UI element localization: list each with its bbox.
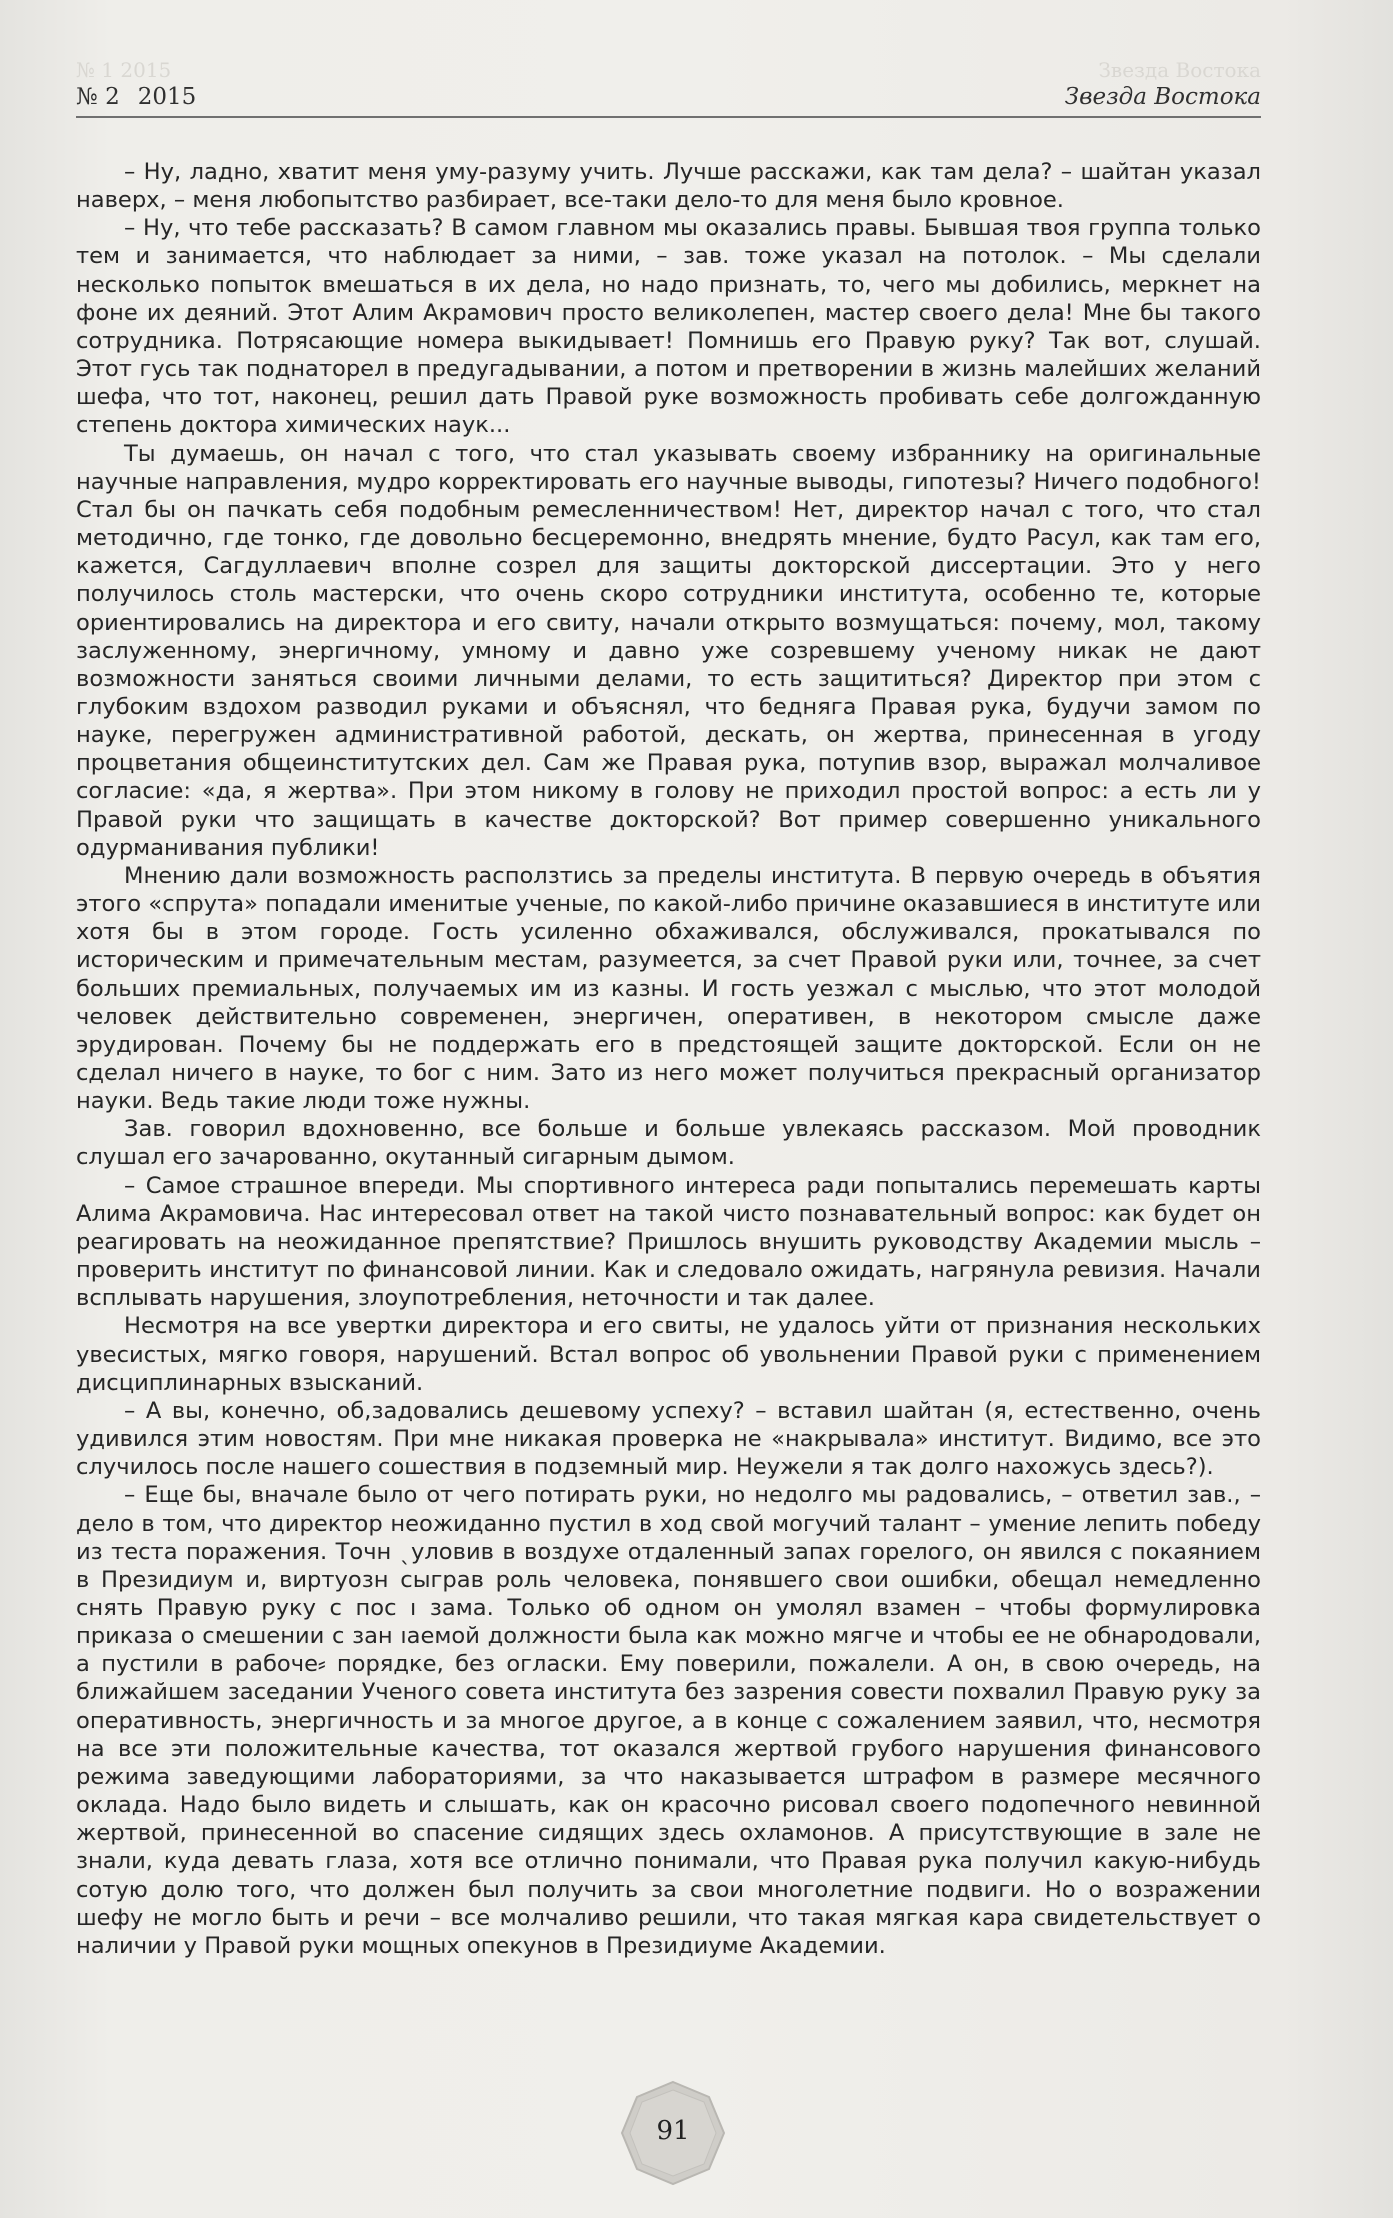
running-header [76, 82, 1261, 118]
bleed-through-left: № 1 2015 [76, 58, 172, 82]
issue-year: 2015 [137, 84, 197, 110]
paragraph: – Самое страшное впереди. Мы спортивного интереса ради попытались перемешать карты Алима Акрамовича. Нас интересовал ответ на такой чисто познавательный вопрос: как будет он реагировать на неожиданное препятствие? Пришлось внушить руководству Академии мысль – проверить институт по финансовой линии. Как и следовало ожидать, нагрянула ревизия. Начали всплывать нарушения, злоупотребления, неточности и так далее. [76, 1172, 1261, 1312]
bleed-through-right: Звезда Востока [1098, 58, 1261, 82]
issue-number: № 2 [76, 84, 120, 110]
paragraph: – Еще бы, вначале было от чего потирать руки, но недолго мы радовались, – ответил зав., – дело в том, что директор неожиданно пустил в ход свой могучий талант – умение лепить победу из теста поражения. Точн ˎуловив в воздухе отдаленный запах горелого, он явился с покаянием в Президиум и, виртуозн сыграв роль человека, понявшего свои ошибки, обещал немедленно снять Правую руку с пос ı зама. Только об одном он умолял взамен – чтобы формулировка приказа о смешении с зан ıаемой должности была как можно мягче и чтобы ее не обнародовали, а пустили в рабоче⸗ порядке, без огласки. Ему поверили, пожалели. А он, в свою очередь, на ближайшем заседании Ученого совета института без зазрения совести похвалил Правую руку за оперативность, энергичность и за многое другое, а в конце с сожалением заявил, что, несмотря на все эти положительные качества, тот оказался жертвой грубого нарушения финансового режима заведующими лабораториями, за что наказывается штрафом в размере месячного оклада. Надо было видеть и слышать, как он красочно рисовал своего подопечного невинной жертвой, принесенной во спасение сидящих здесь охламонов. А присутствующие в зале не знали, куда девать глаза, хотя все отлично понимали, что Правая рука получил какую-нибудь сотую долю того, что должен был получить за свои многолетние подвиги. Но о возражении шефу не могло быть и речи – все молчаливо решили, что такая мягкая кара свидетельствует о наличии у Правой руки мощных опекунов в Президиуме Академии. [76, 1482, 1261, 1959]
paragraph: Ты думаешь, он начал с того, что стал указывать своему избраннику на оригинальные научные направления, мудро корректировать его научные выводы, гипотезы? Ничего подобного! Стал бы он пачкать себя подобным ремесленничеством! Нет, директор начал с того, что стал методично, где тонко, где довольно бесцеремонно, внедрять мнение, будто Расул, как там его, кажется, Сагдуллаевич вполне созрел для защиты докторской диссертации. Это у него получилось столь мастерски, что очень скоро сотрудники института, особенно те, которые ориентировались на директора и его свиту, начали открыто возмущаться: почему, мол, такому заслуженному, энергичному, умному и давно уже созревшему ученому никак не дают возможности заняться своими личными делами, то есть защититься? Директор при этом с глубоким вздохом разводил руками и объяснял, что бедняга Правая рука, будучи замом по науке, перегружен административной работой, дескать, он жертва, принесенная в угоду процветания общеинститутских дел. Сам же Правая рука, потупив взор, выражал молчаливое согласие: «да, я жертва». При этом никому в голову не приходил простой вопрос: а есть ли у Правой руки что защищать в качестве докторской? Вот пример совершенно уникального одурманивания публики! [76, 440, 1261, 861]
journal-title: Звезда Востока [1064, 84, 1261, 110]
paragraph: Мнению дали возможность расползтись за пределы института. В первую очередь в объятия этого «спрута» попадали именитые ученые, по какой-либо причине оказавшиеся в институте или хотя бы в этом городе. Гость усиленно обхаживался, обслуживался, прокатывался по историческим и примечательным местам, разумеется, за счет Правой руки или, точнее, за счет больших премиальных, получаемых им из казны. И гость уезжал с мыслью, что этот молодой человек действительно современен, энергичен, оперативен, в некотором смысле даже эрудирован. Почему бы не поддержать его в предстоящей защите докторской. Если он не сделал ничего в науке, то бог с ним. Зато из него может получиться прекрасный организатор науки. Ведь такие люди тоже нужны. [76, 862, 1261, 1115]
paragraph: – А вы, конечно, об,задовались дешевому успеху? – вставил шайтан (я, естественно, очень удивился этим новостям. При мне никакая проверка не «накрывала» институт. Видимо, все это случилось после нашего сошествия в подземный мир. Неужели я так долго нахожусь здесь?). [76, 1397, 1261, 1481]
paragraph: – Ну, что тебе рассказать? В самом главном мы оказались правы. Бывшая твоя группа только тем и занимается, что наблюдает за ними, – зав. тоже указал на потолок. – Мы сделали несколько попыток вмешаться в их дела, но надо признать, то, чего мы добились, меркнет на фоне их деяний. Этот Алим Акрамович просто великолепен, мастер своего дела! Мне бы такого сотрудника. Потрясающие номера выкидывает! Помнишь его Правую руку? Так вот, слушай. Этот гусь так поднаторел в предугадывании, а потом и претворении в жизнь малейших желаний шефа, что тот, наконец, решил дать Правой руке возможность пробивать себе долгожданную степень доктора химических наук... [76, 215, 1261, 439]
body-text [76, 158, 1261, 1960]
page-number: 91 [656, 2116, 690, 2146]
paragraph: – Ну, ладно, хватит меня уму-разуму учить. Лучше расскажи, как там дела? – шайтан указал наверх, – меня любопытство разбирает, все-таки дело-то для меня было кровное. [76, 159, 1261, 214]
paragraph: Зав. говорил вдохновенно, все больше и больше увлекаясь рассказом. Мой проводник слушал его зачарованно, окутанный сигарным дымом. [76, 1116, 1261, 1171]
page-number-badge [620, 2080, 726, 2186]
issue-info [76, 84, 196, 110]
bleed-through-header [76, 58, 1261, 80]
paragraph: Несмотря на все увертки директора и его свиты, не удалось уйти от признания нескольких увесистых, мягко говоря, нарушений. Встал вопрос об увольнении Правой руки с применением дисциплинарных взысканий. [76, 1313, 1261, 1396]
